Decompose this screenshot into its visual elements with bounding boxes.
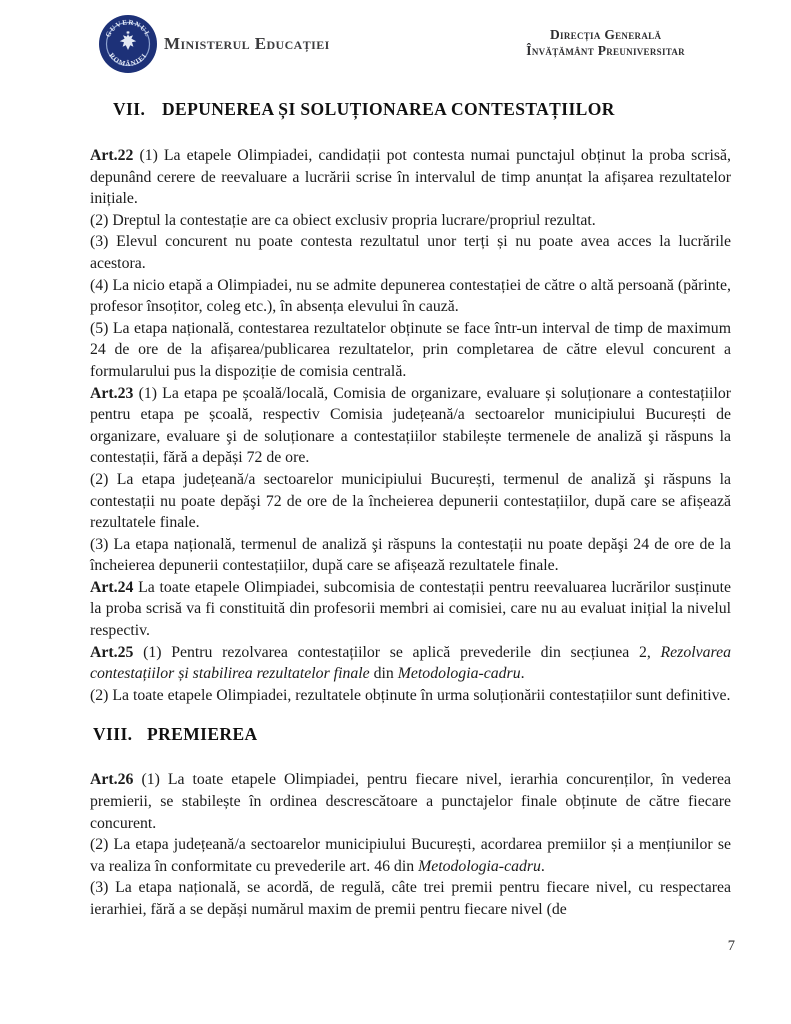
section-title: PREMIEREA	[147, 724, 258, 745]
bold-text-run: Art.23	[90, 384, 134, 402]
paragraph	[90, 383, 731, 469]
section-number: VIII.	[93, 724, 133, 745]
section	[90, 99, 731, 706]
text-run: (2) La toate etapele Olimpiadei, rezultatele obținute în urma soluționării contestațiilor sunt definitive.	[90, 686, 731, 704]
text-run: .	[520, 665, 525, 683]
ministry-name: Ministerul Educației	[164, 34, 330, 53]
paragraph	[90, 231, 731, 274]
text-run: (1) La toate etapele Olimpiadei, pentru fiecare nivel, ierarhia concurenților, în vederea premierii, se stabilește în ordinea descrescătoare a punctajelor finale obținute de către fiecare concurent.	[90, 771, 731, 832]
bold-text-run: Art.24	[90, 578, 134, 596]
paragraph	[90, 534, 731, 577]
paragraph	[90, 275, 731, 318]
paragraph	[90, 642, 731, 685]
italic-text-run: Metodologia-cadru	[418, 857, 541, 875]
text-run: (2) La etapa județeană/a sectoarelor municipiului București, termenul de analiză şi răspuns la contestații nu poate depăşi 72 de ore de la încheierea depunerii contestațiilor, după care se afișează rezultatele finale.	[90, 470, 731, 532]
paragraph	[90, 685, 731, 707]
ministry-branding	[98, 14, 330, 74]
text-run: din	[369, 665, 398, 683]
bold-text-run: Art.25	[90, 643, 134, 661]
text-run: (2) La etapa județeană/a sectoarelor municipiului București, acordarea premiilor și a mențiunilor se va realiza în conformitate cu prevederile art. 46 din	[90, 836, 731, 875]
text-run: La toate etapele Olimpiadei, subcomisia de contestații pentru reevaluarea lucrărilor susținute la proba scrisă va fi constituită din profesorii membri ai comisiei, care nu au evaluat inițial la nivelul respectiv.	[90, 578, 731, 640]
bold-text-run: Art.22	[90, 147, 134, 164]
paragraph	[90, 877, 731, 920]
department-name	[526, 27, 685, 59]
section-title: DEPUNEREA ȘI SOLUȚIONAREA CONTESTAȚIILOR	[162, 99, 615, 119]
paragraph	[90, 210, 731, 232]
department-line1: Direcția Generală	[550, 27, 662, 42]
paragraph	[90, 145, 731, 210]
paragraph	[90, 834, 731, 877]
paragraph	[90, 318, 731, 383]
seal-top-text: GUVERNUL	[104, 18, 152, 39]
paragraph	[90, 769, 731, 834]
section-heading	[90, 724, 731, 745]
text-run: (4) La nicio etapă a Olimpiadei, nu se admite depunerea contestației de către o altă persoană (părinte, profesor însoțitor, coleg etc.), în absența elevului în cauză.	[90, 276, 731, 316]
text-run: (3) Elevul concurent nu poate contesta rezultatul unor terți și nu poate avea acces la lucrările acestora.	[90, 233, 731, 272]
section-number: VII.	[113, 99, 146, 119]
department-line2: Învățământ Preuniversitar	[526, 43, 685, 58]
bold-text-run: Art.26	[90, 771, 134, 789]
section-heading	[90, 99, 731, 120]
italic-text-run: Rezolvarea contestațiilor și stabilirea rezultatelor finale	[90, 643, 731, 683]
paragraph	[90, 469, 731, 534]
text-run: (2) Dreptul la contestație are ca obiect exclusiv propria lucrare/propriul rezultat.	[90, 211, 596, 229]
seal-bottom-text: ROMÂNIEI	[107, 51, 149, 69]
government-seal-logo	[98, 14, 158, 74]
section	[90, 724, 731, 920]
page-header	[98, 14, 731, 74]
text-run: (5) La etapa națională, contestarea rezultatelor obținute se face într-un interval de timp de maximum 24 de ore de la afișarea/publicarea rezultatelor, prin completarea de către elevul concurent a formularului pus la dispoziție de comisia centrală.	[90, 319, 731, 380]
italic-text-run: Metodologia-cadru	[397, 665, 521, 683]
paragraph	[90, 577, 731, 642]
text-run: (1) La etapele Olimpiadei, candidații pot contesta numai punctajul obținut la proba scrisă, depunând cerere de reevaluare a lucrării scrise în intervalul de timp anunțat la afișarea rezultatelor inițiale.	[90, 147, 731, 208]
text-run: (1) Pentru rezolvarea contestațiilor se aplică prevederile din secțiunea 2,	[133, 643, 661, 661]
text-run: (3) La etapa națională, termenul de analiză şi răspuns la contestații nu poate depăşi 24 de ore de la încheierea depunerii contestațiilor, după care se afișează rezultatele finale.	[90, 535, 731, 575]
text-run: (3) La etapa națională, se acordă, de regulă, câte trei premii pentru fiecare nivel, cu respectarea ierarhiei, fără a se depăși numărul maxim de premii pentru fiecare nivel (de	[90, 879, 731, 918]
document-body	[90, 99, 731, 921]
text-run: .	[540, 857, 545, 875]
text-run: (1) La etapa pe școală/locală, Comisia de organizare, evaluare și soluționare a contestațiilor pentru etapa pe școală, respectiv Comisia județeană/a sectoarelor municipiului București de organizare, evaluare şi de soluționare a contestațiilor stabilește termenele de analiză şi răspuns la contestații, fără a depăși 72 de ore.	[90, 384, 731, 467]
page-number: 7	[727, 938, 735, 954]
